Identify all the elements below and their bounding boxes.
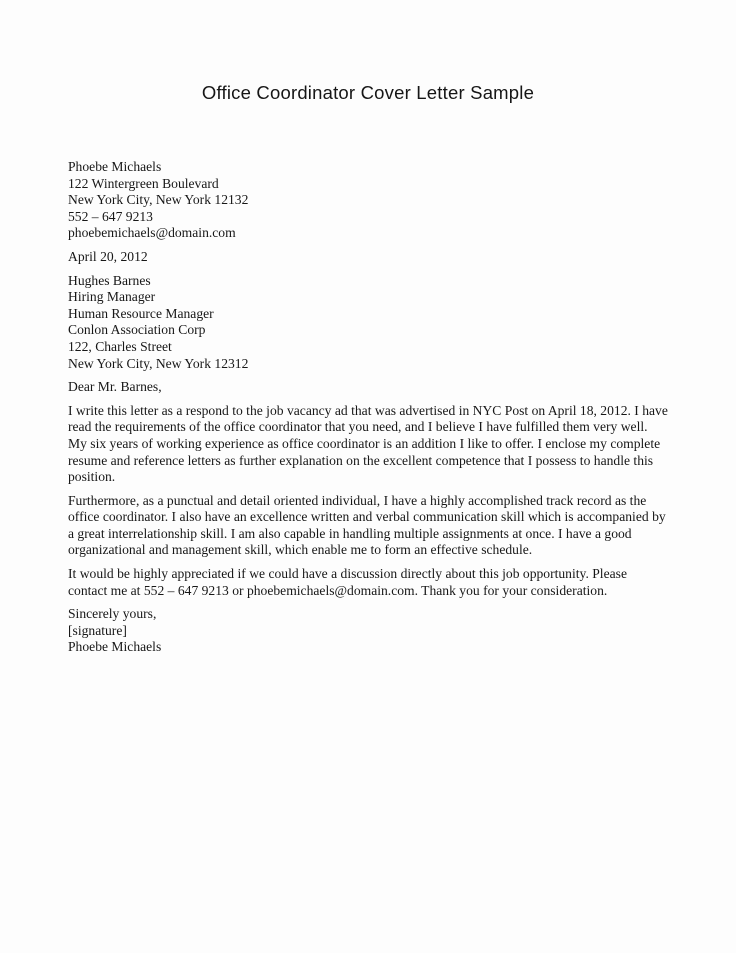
recipient-street: 122, Charles Street <box>68 338 172 354</box>
salutation: Dear Mr. Barnes, <box>68 379 162 395</box>
letter-body <box>68 159 668 656</box>
recipient-title: Hiring Manager <box>68 289 156 305</box>
sender-street: 122 Wintergreen Boulevard <box>68 175 219 191</box>
body-paragraph-3: It would be highly appreciated if we could have a discussion directly about this job opportunity. Please contact me at 552 – 647 9213 or phoebemichaels@domain.com. Thank you for your consideration. <box>68 566 627 598</box>
sender-city: New York City, New York 12132 <box>68 192 249 208</box>
date-line: April 20, 2012 <box>68 248 148 264</box>
body-paragraph-1: I write this letter as a respond to the job vacancy ad that was advertised in NYC Post on April 18, 2012. I have read the requirements of the office coordinator that you need, and I believe I have fulfilled them very well. My six years of working experience as office coordinator is an addition I like to offer. I enclose my complete resume and reference letters as further explanation on the excellent competence that I possess to handle this position. <box>68 402 668 485</box>
sender-phone: 552 – 647 9213 <box>68 208 153 224</box>
signature-placeholder: [signature] <box>68 622 127 638</box>
valediction: Sincerely yours, <box>68 606 157 622</box>
sender-name: Phoebe Michaels <box>68 159 162 174</box>
recipient-department: Human Resource Manager <box>68 305 214 321</box>
body-paragraph-2: Furthermore, as a punctual and detail oriented individual, I have a highly accomplished track record as the office coordinator. I also have an excellence written and verbal communication skill which is accompanied by a great interrelationship skill. I am also capable in handling multiple assignments at once. I have a good organizational and management skill, which enable me to form an effective schedule. <box>68 492 666 558</box>
recipient-city: New York City, New York 12312 <box>68 355 249 371</box>
sender-email: phoebemichaels@domain.com <box>68 225 236 241</box>
sender-address-block <box>68 159 668 242</box>
recipient-name: Hughes Barnes <box>68 272 151 288</box>
closing-block <box>68 606 668 656</box>
signed-name: Phoebe Michaels <box>68 639 162 655</box>
page-title: Office Coordinator Cover Letter Sample <box>201 82 535 103</box>
recipient-address-block <box>68 273 668 373</box>
recipient-company: Conlon Association Corp <box>68 322 206 338</box>
